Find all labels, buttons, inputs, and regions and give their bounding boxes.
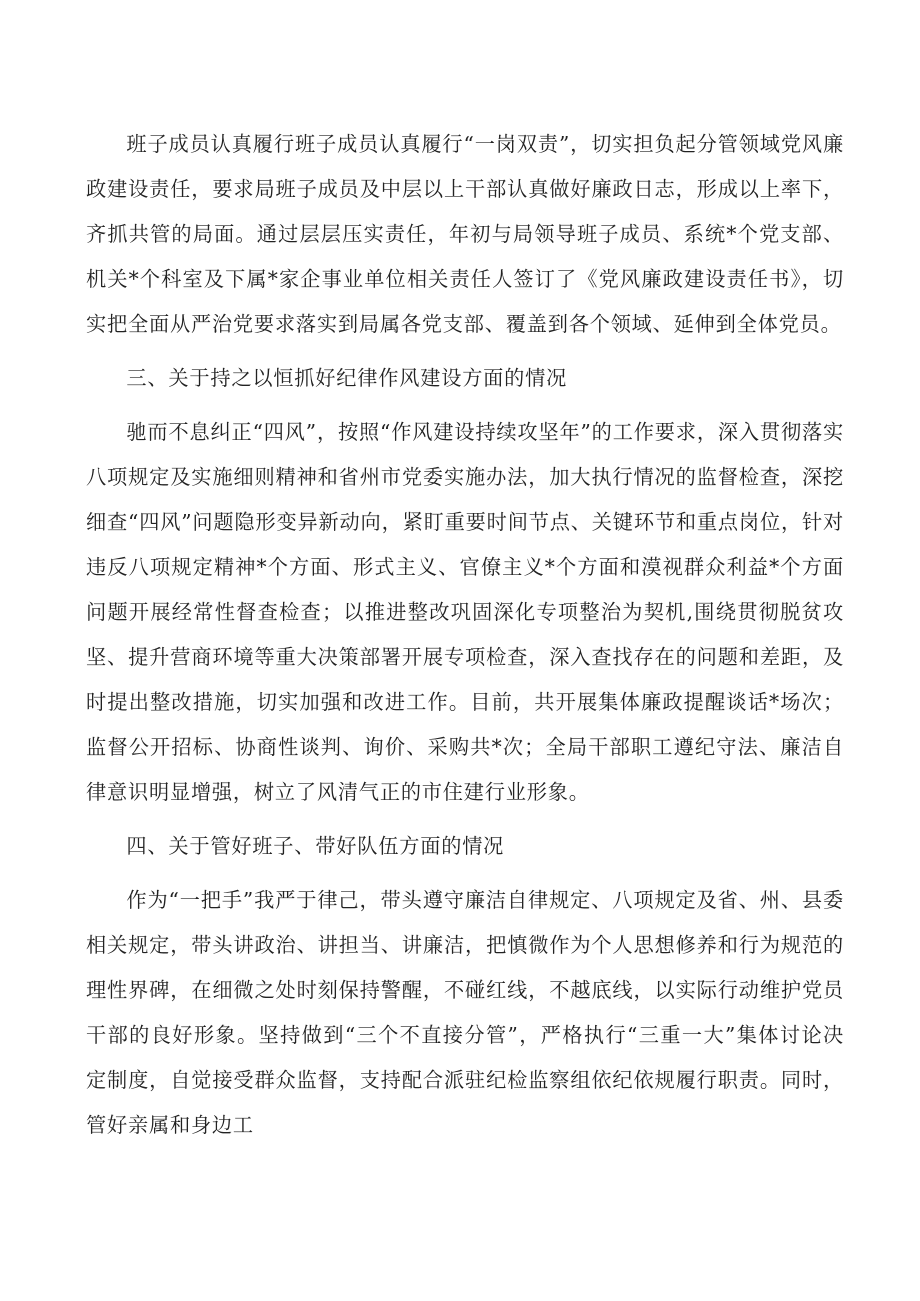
section-heading-discipline: 三、关于持之以恒抓好纪律作风建设方面的情况 — [126, 366, 568, 390]
paragraph-responsibility: 班子成员认真履行班子成员认真履行“一岗双责”，切实担负起分管领域党风廉政建设责任，要求局班子成员及中层以上干部认真做好廉政日志，形成以上率下，齐抓共管的局面。通过层层压实责任，年初与局领导班子成员、系统*个党支部、机关*个科室及下属*家企事业单位相关责任人签订了《党风廉政建设责任书》，切实把全面从严治党要求落实到局属各党支部、覆盖到各个领域、延伸到全体党员。 — [86, 132, 844, 336]
section-heading-team: 四、关于管好班子、带好队伍方面的情况 — [126, 834, 505, 858]
paragraph-team: 作为“一把手”我严于律己，带头遵守廉洁自律规定、八项规定及省、州、县委相关规定，带头讲政治、讲担当、讲廉洁，把慎微作为个人思想修养和行为规范的理性界碑，在细微之处时刻保持警醒，不碰红线，不越底线，以实际行动维护党员干部的良好形象。坚持做到“三个不直接分管”，严格执行“三重一大”集体讨论决定制度，自觉接受群众监督，支持配合派驻纪检监察组依纪依规履行职责。同时，管好亲属和身边工 — [86, 888, 844, 1137]
document-body — [86, 122, 844, 1157]
paragraph-discipline: 驰而不息纠正“四风”，按照“作风建设持续攻坚年”的工作要求，深入贯彻落实八项规定及实施细则精神和省州市党委实施办法，加大执行情况的监督检查，深挖细查“四风”问题隐形变异新动向，紧盯重要时间节点、关键环节和重点岗位，针对违反八项规定精神*个方面、形式主义、官僚主义*个方面和漠视群众利益*个方面问题开展经常性督查检查；以推进整改巩固深化专项整治为契机,围绕贯彻脱贫攻坚、提升营商环境等重大决策部署开展专项检查，深入查找存在的问题和差距，及时提出整改措施，切实加强和改进工作。目前，共开展集体廉政提醒谈话*场次；监督公开招标、协商性谈判、询价、采购共*次；全局干部职工遵纪守法、廉洁自律意识明显增强，树立了风清气正的市住建行业形象。 — [86, 420, 844, 804]
